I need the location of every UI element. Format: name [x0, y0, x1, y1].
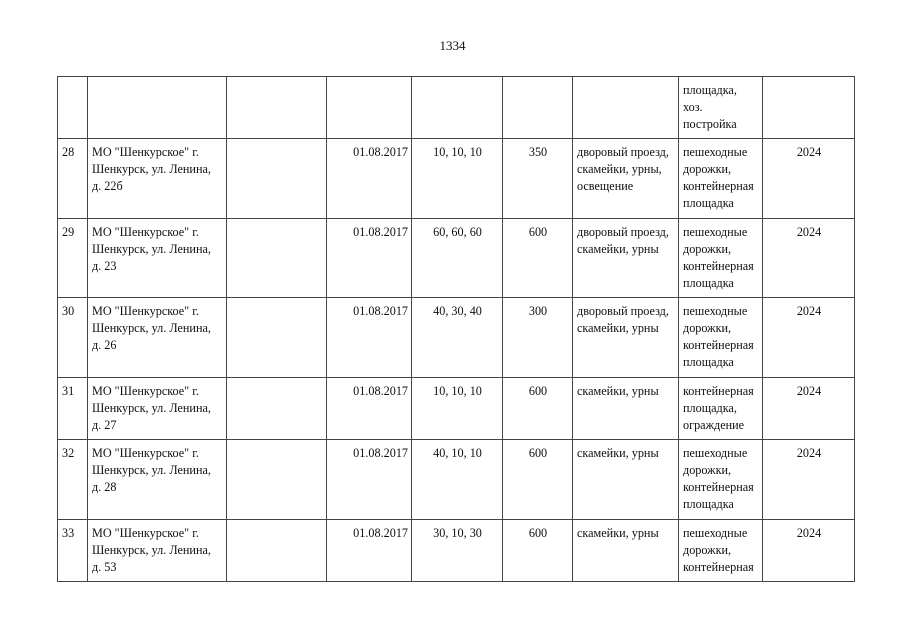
works-additional-cell: пешеходные дорожки, контейнерная площадка — [679, 298, 763, 378]
date-cell: 01.08.2017 — [327, 440, 412, 520]
area-cell: 350 — [503, 139, 573, 219]
row-number-cell — [58, 77, 88, 139]
area-cell: 300 — [503, 298, 573, 378]
address-cell: МО "Шенкурское" г. Шенкурск, ул. Ленина, д. 22б — [88, 139, 227, 219]
works-additional-cell: площадка, хоз. постройка — [679, 77, 763, 139]
blank-cell — [227, 77, 327, 139]
table-row — [58, 378, 855, 440]
address-cell: МО "Шенкурское" г. Шенкурск, ул. Ленина, д. 26 — [88, 298, 227, 378]
sizes-cell: 10, 10, 10 — [412, 378, 503, 440]
works-basic-cell: скамейки, урны — [573, 440, 679, 520]
sizes-cell: 10, 10, 10 — [412, 139, 503, 219]
date-cell: 01.08.2017 — [327, 219, 412, 298]
area-cell: 600 — [503, 378, 573, 440]
table-row — [58, 219, 855, 298]
works-basic-cell: скамейки, урны — [573, 520, 679, 582]
sizes-cell: 40, 10, 10 — [412, 440, 503, 520]
year-cell: 2024 — [763, 219, 855, 298]
area-cell: 600 — [503, 219, 573, 298]
year-cell: 2024 — [763, 139, 855, 219]
date-cell: 01.08.2017 — [327, 520, 412, 582]
page-number: 1334 — [439, 38, 466, 53]
address-cell: МО "Шенкурское" г. Шенкурск, ул. Ленина, д. 28 — [88, 440, 227, 520]
table-row — [58, 298, 855, 378]
works-basic-cell: скамейки, урны — [573, 378, 679, 440]
blank-cell — [227, 139, 327, 219]
row-number-cell: 30 — [58, 298, 88, 378]
works-basic-cell: дворовый проезд, скамейки, урны, освещение — [573, 139, 679, 219]
sizes-cell: 40, 30, 40 — [412, 298, 503, 378]
works-additional-cell: пешеходные дорожки, контейнерная площадка — [679, 219, 763, 298]
date-cell: 01.08.2017 — [327, 378, 412, 440]
row-number-cell: 31 — [58, 378, 88, 440]
table-row — [58, 520, 855, 582]
row-number-cell: 32 — [58, 440, 88, 520]
address-cell: МО "Шенкурское" г. Шенкурск, ул. Ленина, д. 53 — [88, 520, 227, 582]
blank-cell — [227, 298, 327, 378]
address-cell: МО "Шенкурское" г. Шенкурск, ул. Ленина, д. 27 — [88, 378, 227, 440]
year-cell: 2024 — [763, 378, 855, 440]
works-additional-cell: контейнерная площадка, ограждение — [679, 378, 763, 440]
area-cell: 600 — [503, 440, 573, 520]
blank-cell — [227, 440, 327, 520]
blank-cell — [227, 378, 327, 440]
row-number-cell: 33 — [58, 520, 88, 582]
date-cell — [327, 77, 412, 139]
sizes-cell — [412, 77, 503, 139]
blank-cell — [227, 219, 327, 298]
year-cell: 2024 — [763, 520, 855, 582]
area-cell — [503, 77, 573, 139]
address-cell — [88, 77, 227, 139]
works-basic-cell — [573, 77, 679, 139]
year-cell: 2024 — [763, 440, 855, 520]
works-additional-cell: пешеходные дорожки, контейнерная — [679, 520, 763, 582]
sizes-cell: 60, 60, 60 — [412, 219, 503, 298]
row-number-cell: 29 — [58, 219, 88, 298]
date-cell: 01.08.2017 — [327, 298, 412, 378]
works-additional-cell: пешеходные дорожки, контейнерная площадка — [679, 139, 763, 219]
works-basic-cell: дворовый проезд, скамейки, урны — [573, 219, 679, 298]
blank-cell — [227, 520, 327, 582]
registry-table — [57, 76, 855, 582]
year-cell — [763, 77, 855, 139]
table-row — [58, 77, 855, 139]
address-cell: МО "Шенкурское" г. Шенкурск, ул. Ленина, д. 23 — [88, 219, 227, 298]
works-additional-cell: пешеходные дорожки, контейнерная площадка — [679, 440, 763, 520]
year-cell: 2024 — [763, 298, 855, 378]
date-cell: 01.08.2017 — [327, 139, 412, 219]
table-row — [58, 139, 855, 219]
table-row — [58, 440, 855, 520]
works-basic-cell: дворовый проезд, скамейки, урны — [573, 298, 679, 378]
sizes-cell: 30, 10, 30 — [412, 520, 503, 582]
area-cell: 600 — [503, 520, 573, 582]
row-number-cell: 28 — [58, 139, 88, 219]
